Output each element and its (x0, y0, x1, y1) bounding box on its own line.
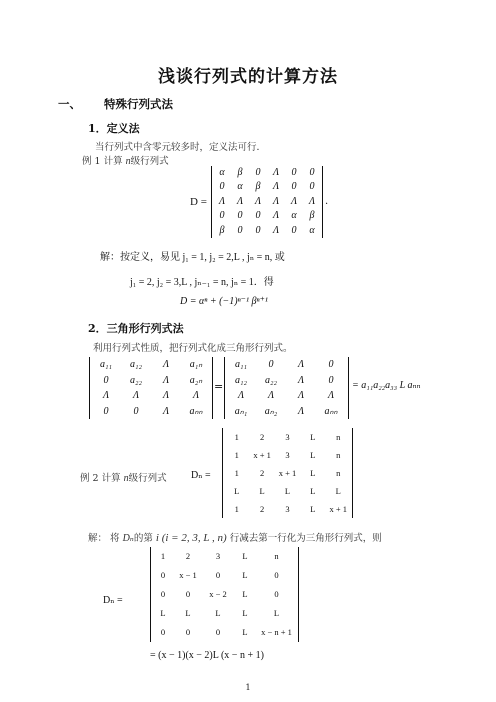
det3-cell: x − 2 (209, 589, 227, 599)
tri-left-cell: a₁₂ (130, 359, 142, 370)
tri-right-cell: a₂₂ (265, 374, 277, 386)
det1-cell: β (309, 210, 315, 222)
tri-left-cell: Λ (162, 374, 170, 386)
tri-left-cell: 0 (103, 374, 109, 386)
tri-left-det-left-bar (89, 357, 90, 419)
tri-right-cell: a₁₁ (235, 359, 247, 370)
det1-cell: Λ (290, 195, 298, 207)
det3-cell: 0 (274, 570, 279, 580)
det1-cell: Λ (236, 195, 244, 207)
final-result: = (x − 1)(x − 2)L (x − n + 1) (150, 650, 264, 661)
det1-cell: 0 (237, 224, 243, 236)
tri-right-cell: Λ (267, 390, 275, 401)
det3-label: Dₙ = (103, 595, 123, 606)
det3-cell: x − 1 (179, 570, 197, 580)
subsection-2-intro: 利用行列式性质，把行列式化成三角形行列式。 (93, 343, 293, 354)
det3-cell: 0 (185, 627, 191, 637)
det1-cell: α (309, 224, 315, 236)
example-1-n: n (125, 156, 131, 167)
det1-cell: β (219, 224, 225, 236)
tri-left-cell: Λ (102, 390, 110, 401)
tri-right-det-left-bar (224, 357, 225, 419)
det3-cell: L (242, 589, 248, 599)
det3-cell: L (242, 627, 248, 637)
det2-cell: 3 (285, 504, 290, 514)
tri-left-det-right-bar (212, 357, 213, 419)
det3-cell: L (242, 608, 248, 618)
tri-left-cell: Λ (162, 359, 170, 370)
det2-cell: n (336, 468, 341, 478)
subsection-2-heading: 2．三角形行列式法 (88, 322, 184, 335)
tri-right-matrix (226, 357, 346, 419)
tri-result: = a₁₁a₂₂a₃₃ L aₙₙ (352, 380, 421, 391)
section-1-number: 一、 (58, 97, 81, 111)
tri-right-cell: a₁₂ (235, 374, 247, 386)
tri-left-cell: 0 (103, 405, 109, 417)
det3-cell: x − n + 1 (261, 627, 292, 637)
det1-cell: Λ (272, 195, 280, 207)
det1-right-bar (322, 166, 323, 238)
det1-cell: α (291, 210, 297, 222)
tri-left-cell: a₁₁ (100, 359, 112, 370)
tri-right-cell: Λ (237, 390, 245, 401)
tri-right-cell: Λ (327, 390, 335, 401)
det3-cell: L (242, 551, 248, 561)
det2-cell: L (310, 450, 316, 460)
tri-left-cell: aₙₙ (189, 405, 203, 417)
det2-cell: L (310, 504, 316, 514)
det3-cell: L (242, 570, 248, 580)
det3-matrix (152, 547, 297, 642)
det1-cell: 0 (255, 167, 261, 178)
det3-cell: 0 (160, 570, 166, 580)
solution-2-index: i (i = 2, 3, L , n) (155, 532, 227, 544)
page-title: 浅谈行列式的计算方法 (158, 67, 338, 87)
det2-cell: 3 (285, 432, 290, 442)
det2-cell: L (310, 486, 316, 496)
det2-label: Dₙ = (191, 470, 211, 481)
det3-cell: 0 (185, 589, 191, 599)
det2-cell: L (234, 486, 240, 496)
tri-left-cell: a₂₂ (130, 374, 142, 386)
solution-2-mid: 的第 (133, 533, 153, 544)
det3-right-bar (298, 547, 299, 642)
example-2-prefix: 例 2 计算 (80, 473, 121, 484)
det1-label: D = (190, 196, 207, 208)
tri-right-cell: 0 (328, 374, 334, 386)
example-1-suffix: 级行列式 (130, 156, 169, 167)
det2-cell: n (336, 432, 341, 442)
det2-cell: 1 (234, 504, 239, 514)
tri-left-cell: Λ (162, 390, 170, 401)
det3-cell: 0 (274, 589, 279, 599)
example-2-suffix: 级行列式 (128, 473, 167, 484)
tri-right-cell: aₙ₁ (234, 405, 248, 417)
det3-cell: 0 (215, 627, 221, 637)
tri-right-cell: aₙₙ (324, 405, 338, 417)
det1-cell: Λ (272, 181, 280, 193)
det1-cell: 0 (291, 181, 297, 193)
det1-cell: Λ (272, 167, 280, 178)
det1-cell: Λ (272, 210, 280, 222)
tri-left-cell: 0 (133, 405, 139, 417)
det2-cell: L (284, 486, 291, 496)
det1-cell: 0 (237, 210, 243, 222)
det2-cell: x + 1 (278, 468, 297, 478)
det3-cell: n (274, 551, 279, 561)
tri-right-cell: Λ (297, 359, 305, 370)
det2-cell: n (336, 450, 341, 460)
det2-right-bar (352, 428, 353, 518)
tri-left-cell: a₂ₙ (189, 374, 203, 386)
det1-cell: 0 (255, 224, 261, 236)
det2-cell: 2 (259, 468, 265, 478)
det1-cell: α (237, 181, 243, 193)
det2-left-bar (222, 428, 223, 518)
det2-cell: x + 1 (329, 504, 348, 514)
det2-matrix (224, 428, 351, 518)
det1-cell: 0 (255, 210, 261, 222)
subsection-1-intro: 当行列式中含零元较多时，定义法可行． (95, 142, 267, 153)
example-2-label (80, 470, 167, 484)
section-1-heading: 特殊行列式法 (104, 97, 173, 111)
tri-left-cell: a₁ₙ (189, 359, 203, 370)
tri-left-cell: Λ (192, 390, 200, 401)
solution-2-dn: Dₙ (122, 533, 134, 544)
solution-1-line1: 解：按定义，易见 j₁ = 1, j₂ = 2,L , jₙ = n, 或 (100, 252, 285, 263)
det2-cell: 1 (234, 450, 239, 460)
det1-cell: Λ (272, 224, 280, 236)
solution-2-suffix: 行减去第一行化为三角形行列式，则 (229, 533, 382, 544)
det1-cell: 0 (309, 181, 315, 193)
tri-right-cell: Λ (297, 374, 305, 386)
tri-left-cell: Λ (162, 405, 170, 417)
det3-cell: 1 (160, 551, 166, 561)
det1-cell: 0 (219, 181, 225, 193)
det1-left-bar (211, 166, 212, 238)
example-1-prefix: 例 1 计算 (82, 156, 123, 167)
page-number: 1 (245, 683, 251, 692)
det3-left-bar (150, 547, 151, 642)
tri-right-cell: 0 (328, 359, 334, 370)
det2-cell: L (310, 468, 316, 478)
det1-cell: 0 (219, 210, 225, 222)
solution-2-line (88, 530, 382, 544)
det1-cell: Λ (218, 195, 226, 207)
det3-cell: L (215, 608, 221, 618)
det2-cell: 1 (234, 468, 239, 478)
det1-cell: Λ (308, 195, 316, 207)
solution-2-prefix: 解： 将 (88, 533, 120, 544)
det1-cell: α (219, 167, 225, 178)
det2-cell: 2 (259, 504, 265, 514)
det3-cell: 0 (160, 589, 166, 599)
det1-cell: β (237, 167, 243, 178)
tri-left-matrix (91, 357, 211, 419)
det2-cell: L (335, 486, 341, 496)
subsection-1-heading: 1．定义法 (88, 122, 140, 135)
det2-cell: L (310, 432, 316, 442)
det3-cell: 3 (215, 551, 221, 561)
det3-cell: L (273, 608, 280, 618)
tri-equals: = (214, 380, 224, 393)
det1-period: . (325, 196, 329, 207)
det3-cell: 2 (185, 551, 191, 561)
det1-cell: β (255, 181, 261, 193)
solution-1-result: D = αⁿ + (−1)ⁿ⁻¹ βⁿ⁺¹ (180, 296, 268, 307)
det2-cell: L (259, 486, 265, 496)
tri-right-det-right-bar (348, 357, 349, 419)
det3-cell: L (160, 608, 166, 618)
det3-cell: 0 (215, 570, 221, 580)
tri-right-cell: 0 (268, 359, 274, 370)
det2-cell: x + 1 (253, 450, 271, 460)
det1-cell: 0 (291, 167, 297, 178)
det3-cell: 0 (160, 627, 166, 637)
det3-cell: L (185, 608, 191, 618)
tri-right-cell: aₙ₂ (264, 405, 278, 417)
example-2-n: n (123, 473, 129, 484)
tri-right-cell: Λ (297, 405, 305, 417)
det2-cell: 3 (285, 450, 290, 460)
solution-1-line2: j₁ = 2, j₂ = 3,L , jₙ₋₁ = n, jₙ = 1．得 (130, 277, 274, 288)
det2-cell: 1 (234, 432, 239, 442)
tri-right-cell: Λ (297, 390, 305, 401)
tri-left-cell: Λ (132, 390, 140, 401)
det1-cell: 0 (291, 224, 297, 236)
det1-cell: Λ (254, 195, 262, 207)
det2-cell: 2 (259, 432, 265, 442)
det1-matrix (213, 166, 321, 238)
det1-cell: 0 (309, 167, 315, 178)
example-1-label (82, 153, 169, 167)
